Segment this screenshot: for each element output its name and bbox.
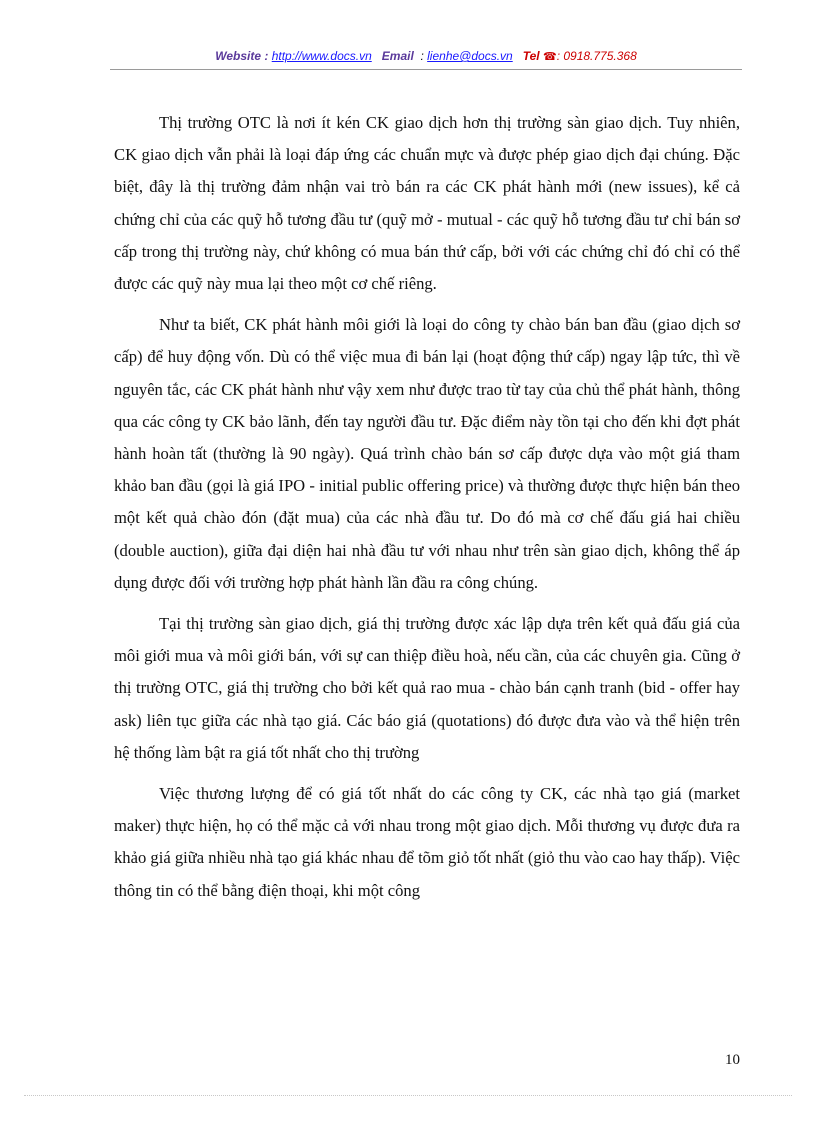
website-label: Website : <box>215 49 269 63</box>
email-separator: : <box>420 49 424 63</box>
paragraph: Thị trường OTC là nơi ít kén CK giao dịch hơn thị trường sàn giao dịch. Tuy nhiên, CK giao dịch vẫn phải là loại đáp ứng các chuẩn mực và được phép giao dịch đại chúng. Đặc biệt, đây là thị trường đảm nhận vai trò bán ra các CK phát hành mới (new issues), kể cả chứng chỉ của các quỹ hỗ tương đầu tư (quỹ mở - mutual - các quỹ hỗ tương đầu tư chỉ bán sơ cấp trong thị trường này, chứ không có mua bán thứ cấp, bởi với các chứng chỉ đó chỉ có thể được các quỹ này mua lại theo một cơ chế riêng. <box>114 113 740 294</box>
paragraph: Tại thị trường sàn giao dịch, giá thị trường được xác lập dựa trên kết quả đấu giá của môi giới mua và môi giới bán, với sự can thiệp điều hoà, nếu cần, của các chuyên gia. Cũng ở thị trường OTC, giá thị trường cho bởi kết quả rao mua - chào bán cạnh tranh (bid - offer hay ask) liên tục giữa các nhà tạo giá. Các báo giá (quotations) đó được đưa vào và thể hiện trên hệ thống làm bật ra giá tốt nhất cho thị trường <box>114 614 740 762</box>
website-link[interactable]: http://www.docs.vn <box>271 49 372 63</box>
footer-divider <box>24 1095 792 1096</box>
paragraph: Như ta biết, CK phát hành môi giới là loại do công ty chào bán ban đầu (giao dịch sơ cấp) để huy động vốn. Dù có thể việc mua đi bán lại (hoạt động thứ cấp) ngay lập tức, thì về nguyên tắc, các CK phát hành như vậy xem như được trao từ tay của chủ thể phát hành, thông qua các công ty CK bảo lãnh, đến tay người đầu tư. Đặc điểm này tồn tại cho đến khi đợt phát hành hoàn tất (thường là 90 ngày). Quá trình chào bán sơ cấp được dựa vào một giá tham khảo ban đầu (gọi là giá IPO - initial public offering price) và thường được thực hiện bán theo một kết quả chào đón (đặt mua) của các nhà đầu tư. Do đó mà cơ chế đấu giá hai chiều (double auction), giữa đại diện hai nhà đầu tư với nhau như trên sàn giao dịch, không thể áp dụng được đối với trường hợp phát hành lần đầu ra công chúng. <box>114 315 740 592</box>
tel-label: Tel <box>522 49 540 63</box>
email-label: Email <box>381 49 414 63</box>
tel-number: : 0918.775.368 <box>556 49 637 63</box>
document-body <box>114 107 740 907</box>
email-link[interactable]: lienhe@docs.vn <box>427 49 513 63</box>
page-header <box>110 49 742 63</box>
header-divider <box>110 69 742 70</box>
page-number: 10 <box>725 1052 740 1068</box>
phone-icon: ☎ <box>542 51 557 63</box>
paragraph: Việc thương lượng để có giá tốt nhất do các công ty CK, các nhà tạo giá (market maker) thực hiện, họ có thể mặc cả với nhau trong một giao dịch. Mỗi thương vụ được đưa ra khảo giá giữa nhiều nhà tạo giá khác nhau để tõm giỏ tốt nhất (giỏ thu vào cao hay thấp). Việc thông tin có thể bằng điện thoại, khi một công <box>114 784 740 900</box>
